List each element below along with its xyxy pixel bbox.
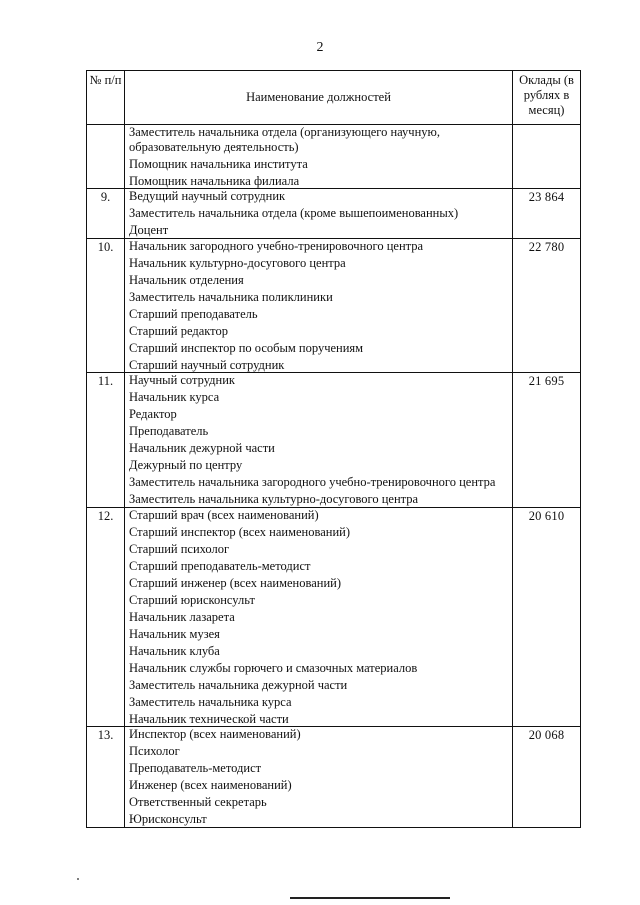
header-number: № п/п xyxy=(87,71,125,125)
position-title: Доцент xyxy=(129,223,169,237)
position-title: Редактор xyxy=(129,407,177,421)
position-title: Помощник начальника филиала xyxy=(129,173,300,188)
position-title: Начальник клуба xyxy=(129,643,220,658)
table-header-row xyxy=(87,71,581,125)
salary-table xyxy=(86,70,581,828)
position-title: Начальник технической части xyxy=(129,711,289,726)
row-positions xyxy=(125,727,513,828)
position-title: Старший преподаватель xyxy=(129,306,258,321)
row-positions xyxy=(125,125,513,189)
row-salary: 20 610 xyxy=(513,507,581,727)
position-title: Старший инженер (всех наименований) xyxy=(129,575,342,590)
position-title: Юрисконсульт xyxy=(129,812,207,826)
position-title: Ведущий научный сотрудник xyxy=(129,189,286,203)
header-salary: Оклады (в рублях в месяц) xyxy=(513,71,581,125)
position-title: Инженер (всех наименований) xyxy=(129,778,292,792)
table-row xyxy=(87,238,581,373)
table-body xyxy=(87,125,581,828)
position-title: Заместитель начальника курса xyxy=(129,694,292,709)
row-number: 12. xyxy=(87,507,125,727)
position-title: Начальник культурно-досугового центра xyxy=(129,255,346,270)
row-number: 11. xyxy=(87,373,125,508)
row-salary xyxy=(513,125,581,189)
position-title: Психолог xyxy=(129,744,180,758)
table-row xyxy=(87,189,581,239)
row-positions xyxy=(125,238,513,373)
row-salary: 22 780 xyxy=(513,238,581,373)
header-position: Наименование должностей xyxy=(125,71,513,125)
scan-speck xyxy=(77,878,79,880)
position-title: Старший редактор xyxy=(129,323,228,338)
row-positions xyxy=(125,373,513,508)
position-title: Старший инспектор (всех наименований) xyxy=(129,524,351,539)
row-number xyxy=(87,125,125,189)
position-title: Старший врач (всех наименований) xyxy=(129,507,319,522)
position-title: Преподаватель-методист xyxy=(129,761,262,775)
position-title: Начальник дежурной части xyxy=(129,441,275,455)
position-title: Начальник загородного учебно-тренировочного центра xyxy=(129,238,424,253)
position-title: Заместитель начальника отдела (организующего научную, образовательную деятельность) xyxy=(129,125,440,154)
position-title: Старший психолог xyxy=(129,541,230,556)
position-title: Заместитель начальника культурно-досугового центра xyxy=(129,492,419,506)
row-number: 10. xyxy=(87,238,125,373)
position-title: Помощник начальника института xyxy=(129,156,308,171)
row-salary: 21 695 xyxy=(513,373,581,508)
row-positions xyxy=(125,189,513,239)
position-title: Начальник курса xyxy=(129,390,220,404)
position-title: Старший юрисконсульт xyxy=(129,592,255,607)
position-title: Инспектор (всех наименований) xyxy=(129,727,301,741)
position-title: Заместитель начальника загородного учебно-тренировочного центра xyxy=(129,475,496,489)
position-title: Дежурный по центру xyxy=(129,458,243,472)
row-number: 13. xyxy=(87,727,125,828)
row-positions xyxy=(125,507,513,727)
position-title: Заместитель начальника отдела (кроме вышепоименованных) xyxy=(129,206,459,220)
position-title: Заместитель начальника поликлиники xyxy=(129,289,333,304)
position-title: Ответственный секретарь xyxy=(129,795,267,809)
row-salary: 23 864 xyxy=(513,189,581,239)
position-title: Старший инспектор по особым поручениям xyxy=(129,340,364,355)
position-title: Старший научный сотрудник xyxy=(129,357,285,372)
position-title: Научный сотрудник xyxy=(129,373,235,387)
position-title: Старший преподаватель-методист xyxy=(129,558,311,573)
position-title: Начальник службы горючего и смазочных материалов xyxy=(129,660,418,675)
position-title: Начальник отделения xyxy=(129,272,244,287)
position-title: Начальник лазарета xyxy=(129,609,235,624)
scan-edge-line xyxy=(290,897,450,899)
position-title: Начальник музея xyxy=(129,626,220,641)
table-row xyxy=(87,373,581,508)
position-title: Преподаватель xyxy=(129,424,209,438)
position-title: Заместитель начальника дежурной части xyxy=(129,677,348,692)
page-number: 2 xyxy=(316,40,324,55)
table-row xyxy=(87,507,581,727)
row-salary: 20 068 xyxy=(513,727,581,828)
row-number: 9. xyxy=(87,189,125,239)
table-row xyxy=(87,125,581,189)
table-row xyxy=(87,727,581,828)
